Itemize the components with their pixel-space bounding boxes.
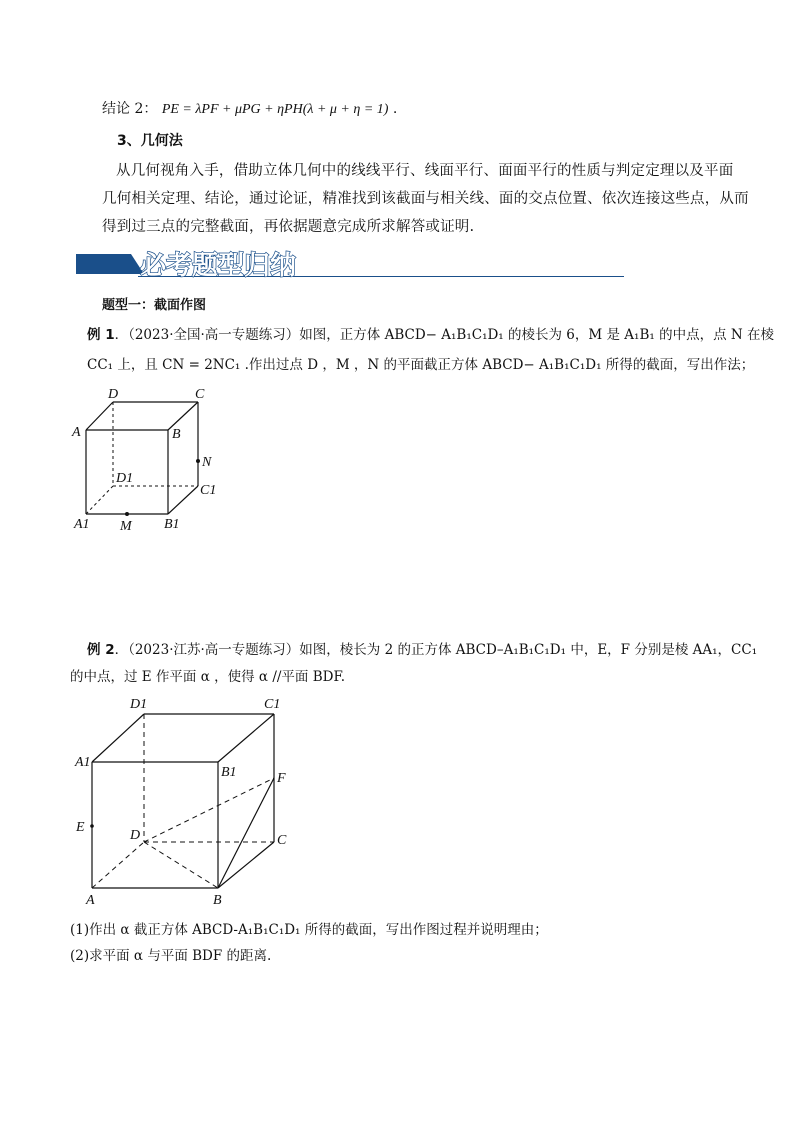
section-3-paragraph [102, 157, 749, 241]
section-3-heading: 3、几何法 [117, 133, 183, 149]
ex1-label-C1: C1 [200, 483, 217, 498]
ex2-label-B: B [213, 893, 222, 908]
example-2-label: 例 2 [87, 642, 115, 658]
section-3-line-1: 从几何视角入手，借助立体几何中的线线平行、线面平行、面面平行的性质与判定定理以及平面 [116, 163, 734, 179]
section-3-line-3: 得到过三点的完整截面，再依据题意完成所求解答或证明. [102, 219, 475, 235]
example-1-cube-figure [66, 380, 226, 540]
example-2-question-1: (1)作出 α 截正方体 ABCD-A₁B₁C₁D₁ 所得的截面，写出作图过程并说明理由； [70, 922, 548, 938]
conclusion-2-label: 结论 2： [102, 101, 158, 117]
banner-title: 必考题型归纳 [140, 251, 297, 280]
example-1-line-1 [87, 325, 774, 345]
ex1-label-A1: A1 [74, 517, 90, 532]
conclusion-2-formula: PE = λPF + μPG + ηPH(λ + μ + η = 1) [161, 102, 389, 117]
ex2-label-D: D [130, 828, 141, 843]
ex1-label-A: A [72, 425, 81, 440]
ex2-label-F: F [277, 771, 286, 786]
ex1-label-D1: D1 [116, 471, 134, 486]
ex2-label-A: A [86, 893, 95, 908]
ex1-label-M: M [120, 519, 132, 534]
example-2-line-1 [87, 640, 757, 660]
ex1-label-C: C [195, 387, 205, 402]
example-2-question-2: (2)求平面 α 与平面 BDF 的距离. [70, 948, 272, 964]
example-2-line-1-text: ．（2023·江苏·高一专题练习）如图，棱长为 2 的正方体 ABCD–A₁B₁C₁D₁ 中，E，F 分别是棱 AA₁，CC₁ [114, 642, 758, 658]
banner-title-wrap [138, 248, 338, 280]
example-2-line-2: 的中点，过 E 作平面 α ，使得 α //平面 BDF. [70, 669, 346, 685]
example-1-line-2: CC₁ 上，且 CN = 2NC₁ .作出过点 D ，M ，N 的平面截正方体 ABCD− A₁B₁C₁D₁ 所得的截面，写出作法； [87, 357, 755, 373]
ex2-label-D1: D1 [130, 697, 148, 712]
ex2-label-A1: A1 [75, 755, 91, 770]
section-banner [76, 248, 624, 280]
ex1-label-B: B [172, 427, 181, 442]
banner-bar [76, 254, 146, 274]
ex2-label-E: E [76, 820, 85, 835]
ex2-label-B1: B1 [221, 765, 237, 780]
ex1-label-N: N [202, 455, 212, 470]
conclusion-2-end: . [392, 101, 398, 117]
conclusion-2 [102, 99, 397, 120]
example-1-label: 例 1 [87, 327, 115, 343]
example-2-cube-figure [70, 692, 300, 910]
ex2-label-C1: C1 [264, 697, 281, 712]
ex1-label-B1: B1 [164, 517, 180, 532]
example-1-line-1-text: ．（2023·全国·高一专题练习）如图，正方体 ABCD− A₁B₁C₁D₁ 的棱长为 6，M 是 A₁B₁ 的中点，点 N 在棱 [114, 327, 774, 343]
ex1-label-D: D [108, 387, 119, 402]
section-3-line-2: 几何相关定理、结论，通过论证，精准找到该截面与相关线、面的交点位置、依次连接这些点，从而 [102, 191, 749, 207]
ex2-label-C: C [277, 833, 287, 848]
type-1-heading: 题型一：截面作图 [102, 298, 207, 313]
